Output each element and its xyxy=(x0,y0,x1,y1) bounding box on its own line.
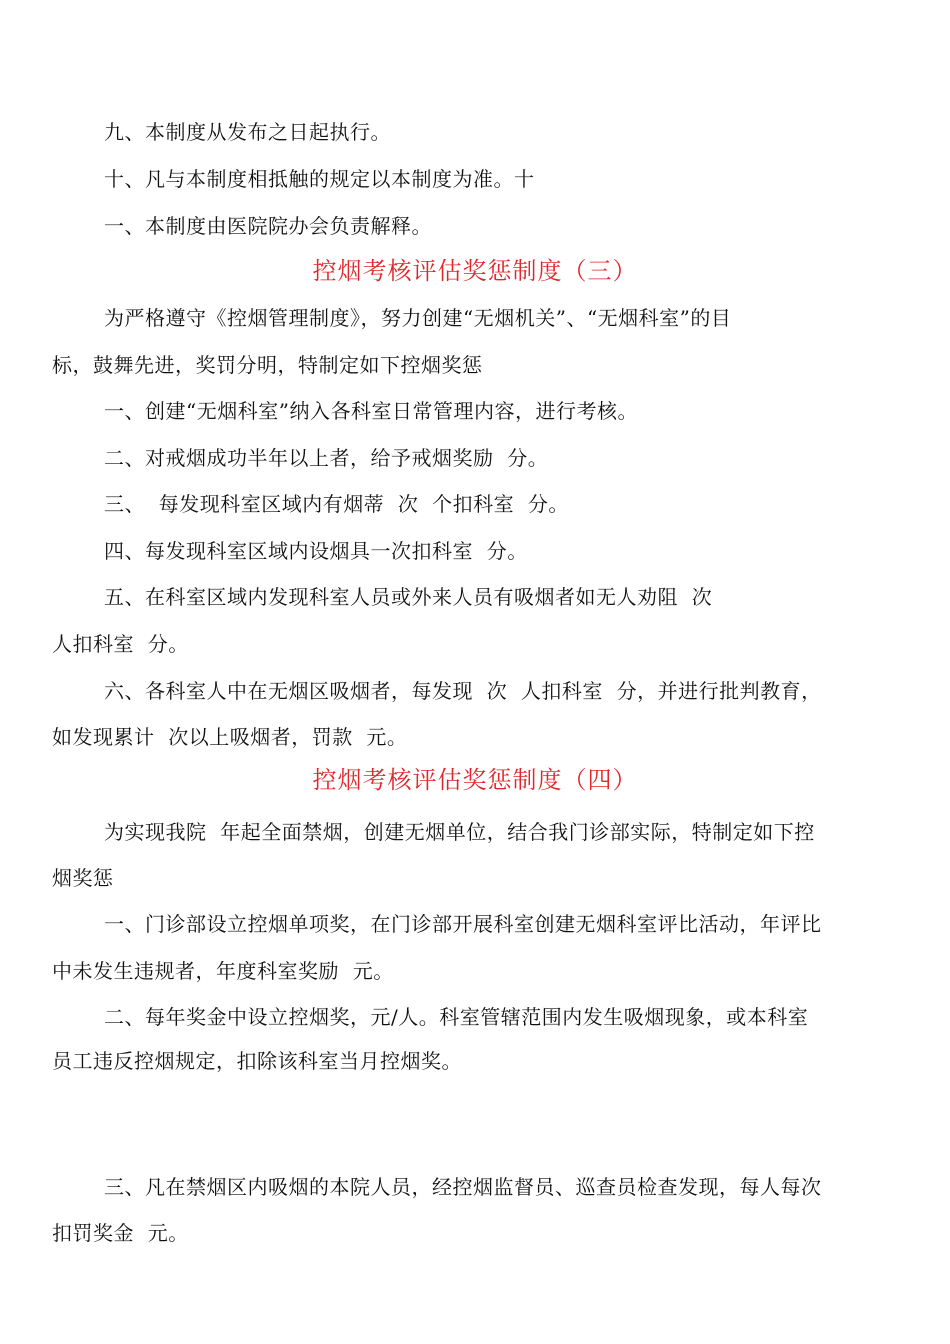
section-title: 控烟考核评估奖惩制度（三） xyxy=(312,257,638,285)
paragraph-line: 扣罚奖金 元。 xyxy=(52,1221,189,1245)
paragraph-line: 如发现累计 次以上吸烟者，罚款 元。 xyxy=(52,725,408,749)
paragraph-line: 烟奖惩 xyxy=(52,866,114,890)
paragraph-line: 五、在科室区域内发现科室人员或外来人员有吸烟者如无人劝阻 次 xyxy=(104,585,713,609)
paragraph-line: 四、每发现科室区域内设烟具一次扣科室 分。 xyxy=(104,539,528,563)
paragraph-line: 一、本制度由医院院办会负责解释。 xyxy=(104,214,432,238)
paragraph-line: 九、本制度从发布之日起执行。 xyxy=(104,120,391,144)
section-title: 控烟考核评估奖惩制度（四） xyxy=(312,766,638,794)
paragraph-line: 人扣科室 分。 xyxy=(52,632,189,656)
paragraph-line: 十、凡与本制度相抵触的规定以本制度为准。十 xyxy=(104,167,535,191)
paragraph-line: 为实现我院 年起全面禁烟，创建无烟单位，结合我门诊部实际，特制定如下控 xyxy=(104,820,815,844)
paragraph-line: 三、凡在禁烟区内吸烟的本院人员，经控烟监督员、巡查员检查发现，每人每次 xyxy=(104,1175,822,1199)
paragraph-line: 二、每年奖金中设立控烟奖，元/人。科室管辖范围内发生吸烟现象，或本科室 xyxy=(104,1005,809,1029)
paragraph-line: 标，鼓舞先进，奖罚分明，特制定如下控烟奖惩 xyxy=(52,353,483,377)
paragraph-line: 中未发生违规者，年度科室奖励 元。 xyxy=(52,959,394,983)
paragraph-line: 三、 每发现科室区域内有烟蒂 次 个扣科室 分。 xyxy=(104,492,569,516)
paragraph-line: 六、各科室人中在无烟区吸烟者，每发现 次 人扣科室 分，并进行批判教育， xyxy=(104,679,822,703)
paragraph-line: 员工违反控烟规定，扣除该科室当月控烟奖。 xyxy=(52,1049,462,1073)
paragraph-line: 为严格遵守《控烟管理制度》，努力创建“无烟机关”、“无烟科室”的目 xyxy=(104,306,732,330)
paragraph-line: 一、门诊部设立控烟单项奖，在门诊部开展科室创建无烟科室评比活动，年评比 xyxy=(104,912,822,936)
paragraph-line: 二、对戒烟成功半年以上者，给予戒烟奖励 分。 xyxy=(104,446,549,470)
paragraph-line: 一、创建“无烟科室”纳入各科室日常管理内容，进行考核。 xyxy=(104,399,638,423)
